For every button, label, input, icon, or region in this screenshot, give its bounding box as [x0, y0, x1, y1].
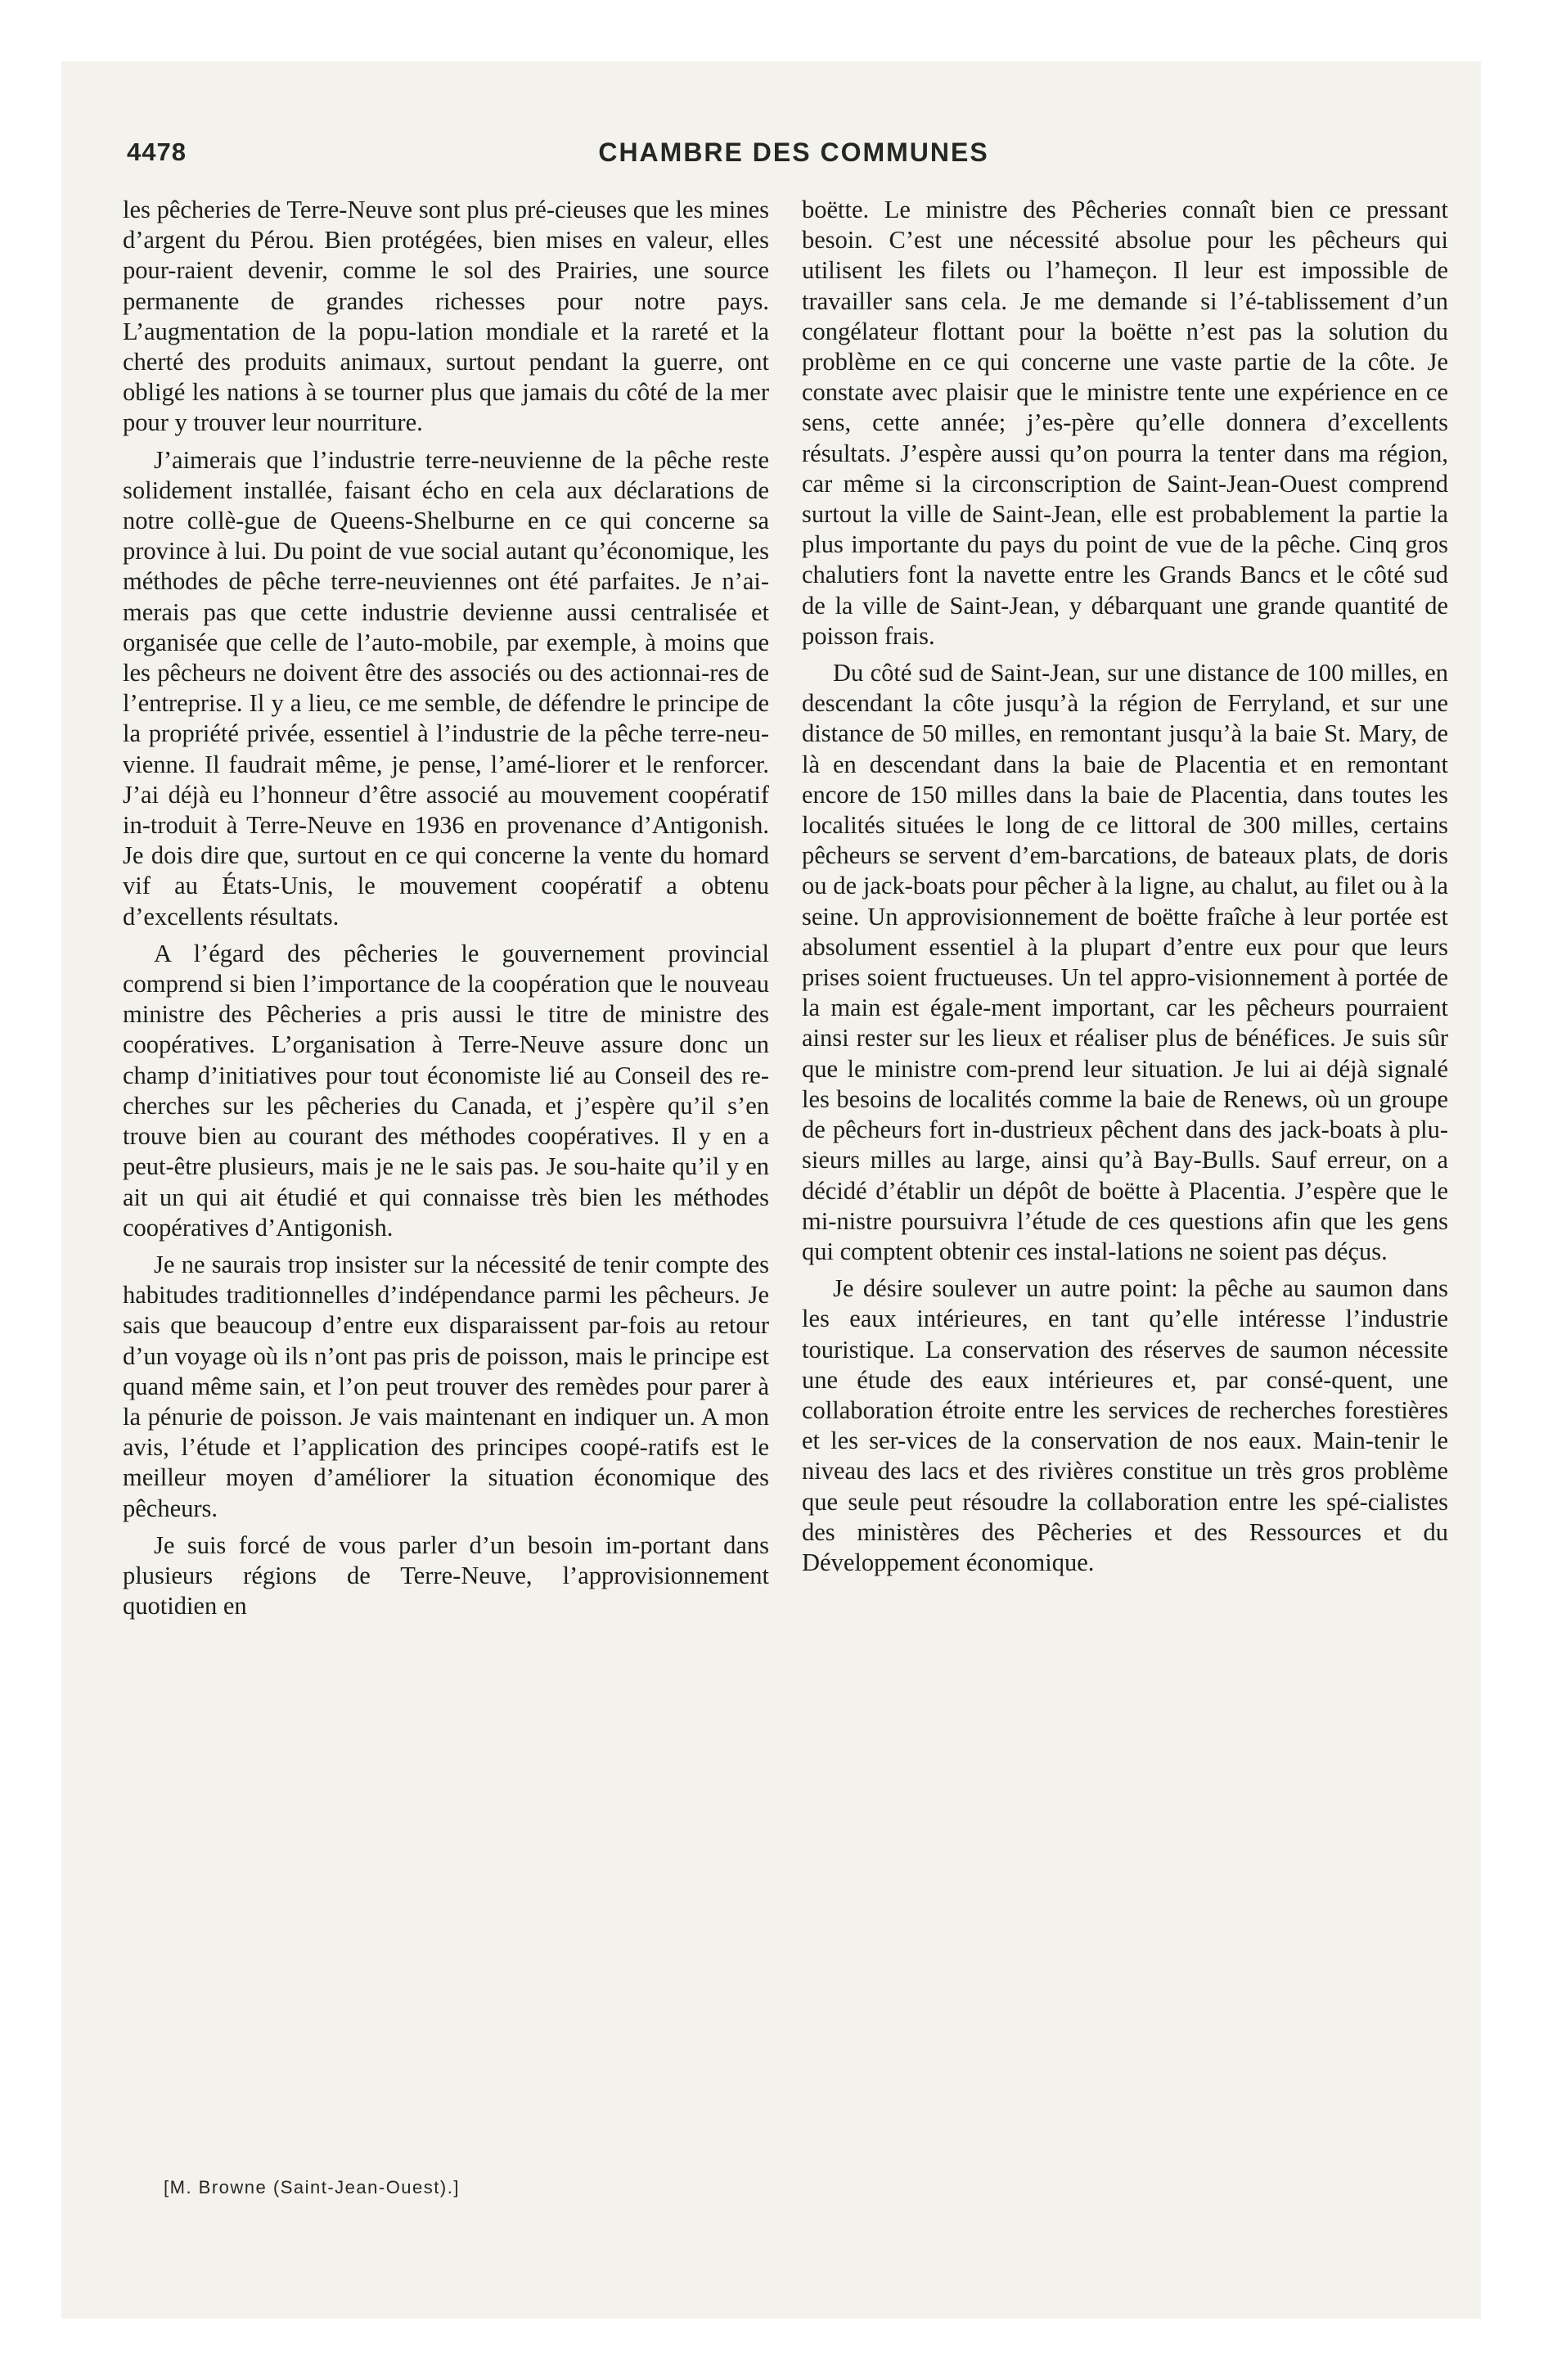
- paragraph: les pêcheries de Terre-Neuve sont plus pré-cieuses que les mines d’argent du Pérou. Bien protégées, bien mises en valeur, elles pour-raient devenir, comme le sol des Prairies, une source permanente de grandes richesses pour notre pays. L’augmentation de la popu-lation mondiale et la rareté et la cherté des produits animaux, surtout pendant la guerre, ont obligé les nations à se tourner plus que jamais du côté de la mer pour y trouver leur nourriture.: [123, 196, 769, 437]
- paragraph: J’aimerais que l’industrie terre-neuvienne de la pêche reste solidement installée, faisant écho en cela aux déclarations de notre collè-gue de Queens-Shelburne en ce qui concerne sa province à lui. Du point de vue social autant qu’économique, les méthodes de pêche terre-neuviennes ont été parfaites. Je n’ai-merais pas que cette industrie devienne aussi centralisée et organisée que celle de l’auto-mobile, par exemple, à moins que les pêcheurs ne doivent être des associés ou des actionnai-res de l’entreprise. Il y a lieu, ce me semble, de défendre le principe de la propriété privée, essentiel à l’industrie de la pêche terre-neu-vienne. Il faudrait même, je pense, l’amé-liorer et le renforcer. J’ai déjà eu l’honneur d’être associé au mouvement coopératif in-troduit à Terre-Neuve en 1936 en provenance d’Antigonish. Je dois dire que, surtout en ce qui concerne la vente du homard vif au États-Unis, le mouvement coopératif a obtenu d’excellents résultats.: [123, 445, 769, 931]
- right-column: [802, 195, 1448, 1584]
- paragraph: Je désire soulever un autre point: la pêche au saumon dans les eaux intérieures, en tant qu’elle intéresse l’industrie touristique. La conservation des réserves de saumon nécessite une étude des eaux intérieures et, par consé-quent, une collaboration étroite entre les services de recherches forestières et les ser-vices de la conservation de nos eaux. Main-tenir le niveau des lacs et des rivières constitue un très gros problème que seule peut résoudre la collaboration entre les spé-cialistes des ministères des Pêcheries et des Ressources et du Développement économique.: [802, 1274, 1448, 1576]
- paragraph: boëtte. Le ministre des Pêcheries connaît bien ce pressant besoin. C’est une nécessité absolue pour les pêcheurs qui utilisent les filets ou l’hameçon. Il leur est impossible de travailler sans cela. Je me demande si l’é-tablissement d’un congélateur flottant pour la boëtte n’est pas la solution du problème en ce qui concerne une vaste partie de la côte. Je constate avec plaisir que le ministre tente une expérience en ce sens, cette année; j’es-père qu’elle donnera d’excellents résultats. J’espère aussi qu’on pourra la tenter dans ma région, car même si la circonscription de Saint-Jean-Ouest comprend surtout la ville de Saint-Jean, elle est probablement la partie la plus importante du pays du point de vue de la pêche. Cinq gros chalutiers font la navette entre les Grands Bancs et le côté sud de la ville de Saint-Jean, y débarquant une grande quantité de poisson frais.: [802, 196, 1448, 650]
- paragraph: Du côté sud de Saint-Jean, sur une distance de 100 milles, en descendant la côte jusqu’à la région de Ferryland, et sur une distance de 50 milles, en remontant jusqu’à la baie St. Mary, de là en descendant dans la baie de Placentia et en remontant encore de 150 milles dans la baie de Placentia, dans toutes les localités situées le long de ce littoral de 300 milles, certains pêcheurs se servent d’em-barcations, de bateaux plats, de doris ou de jack-boats pour pêcher à la ligne, au chalut, au filet ou à la seine. Un approvisionnement de boëtte fraîche à leur portée est absolument essentiel à la plupart d’entre eux pour que leurs prises soient fructueuses. Un tel appro-visionnement à portée de la main est égale-ment important, car les pêcheurs pourraient ainsi rester sur les lieux et réaliser plus de bénéfices. Je suis sûr que le ministre com-prend leur situation. Je lui ai déjà signalé les besoins de localités comme la baie de Renews, où un groupe de pêcheurs fort in-dustrieux pêchent dans des jack-boats à plu-sieurs milles au large, ainsi qu’à Bay-Bulls. Sauf erreur, on a décidé d’établir un dépôt de boëtte à Placentia. J’espère que le mi-nistre poursuivra l’étude de ces questions afin que les gens qui comptent obtenir ces instal-lations ne soient pas déçus.: [802, 659, 1448, 1265]
- page-number: 4478: [127, 137, 187, 166]
- left-column: [123, 195, 769, 1628]
- running-title: CHAMBRE DES COMMUNES: [598, 137, 989, 167]
- paragraph: Je suis forcé de vous parler d’un besoin im-portant dans plusieurs régions de Terre-Neuve, l’approvisionnement quotidien en: [123, 1530, 769, 1620]
- page-header: [127, 137, 1460, 170]
- paragraph: Je ne saurais trop insister sur la nécessité de tenir compte des habitudes traditionnelles d’indépendance parmi les pêcheurs. Je sais que beaucoup d’entre eux disparaissent par-fois au retour d’un voyage où ils n’ont pas pris de poisson, mais le principe est quand même sain, et l’on peut trouver des remèdes pour parer à la pénurie de poisson. Je vais maintenant en indiquer un. A mon avis, l’étude et l’application des principes coopé-ratifs est le meilleur moyen d’améliorer la situation économique des pêcheurs.: [123, 1250, 769, 1522]
- paragraph: A l’égard des pêcheries le gouvernement provincial comprend si bien l’importance de la coopération que le nouveau ministre des Pêcheries a pris aussi le titre de ministre des coopératives. L’organisation à Terre-Neuve assure donc un champ d’initiatives pour tout économiste lié au Conseil des re-cherches sur les pêcheries du Canada, et j’espère qu’il s’en trouve bien au courant des méthodes coopératives. Il y en a peut-être plusieurs, mais je ne le sais pas. Je sou-haite qu’il y en ait un qui ait étudié et qui connaisse très bien les méthodes coopératives d’Antigonish.: [123, 939, 769, 1242]
- speaker-attribution: [M. Browne (Saint-Jean-Ouest).]: [164, 2177, 460, 2197]
